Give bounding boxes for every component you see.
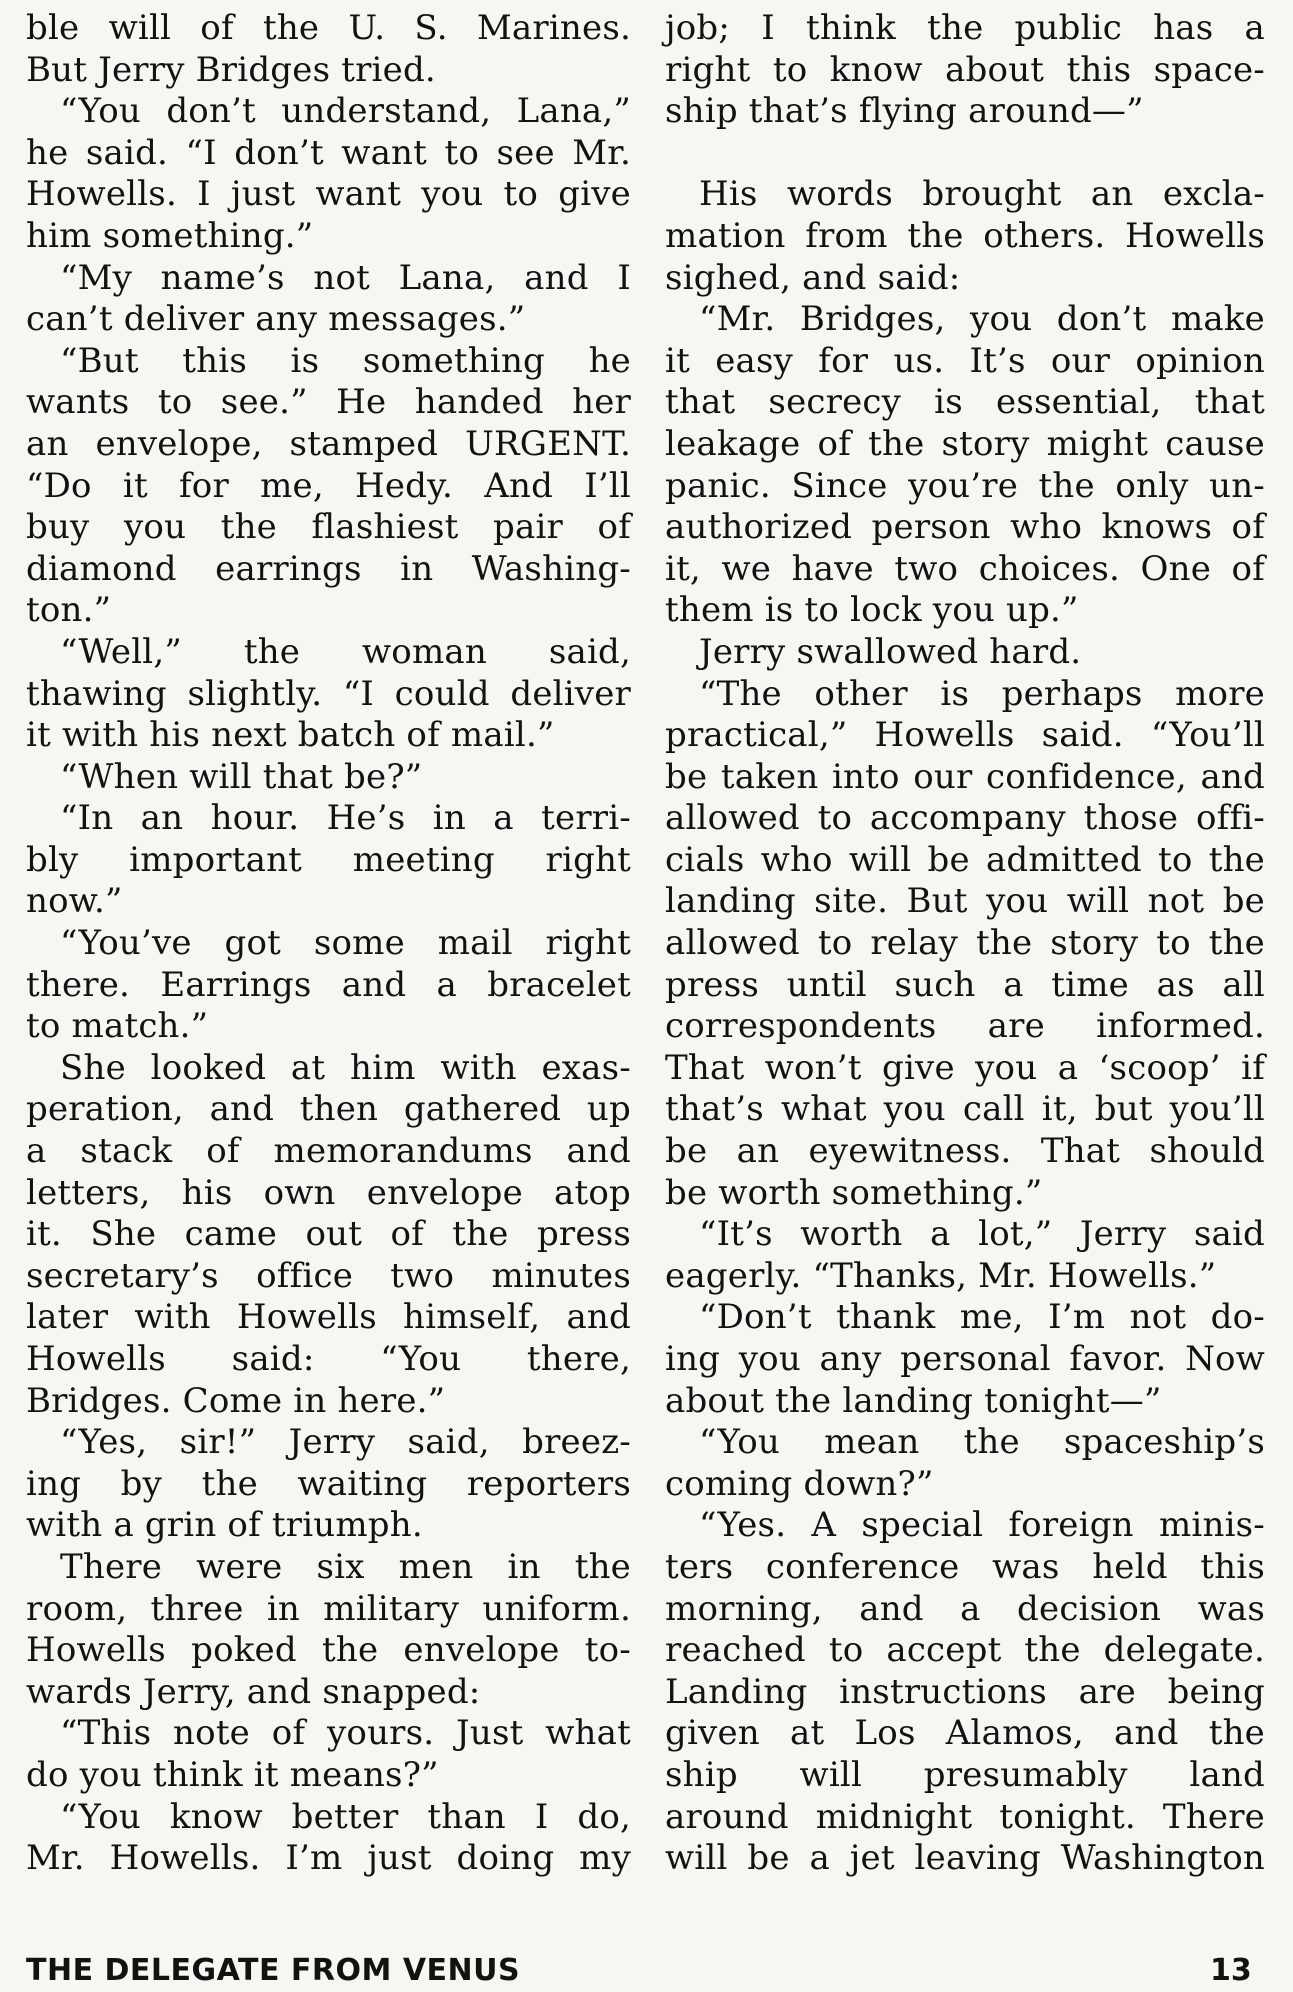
text-line: ton.” [26, 590, 112, 631]
text-line: “When will that be?” [60, 756, 423, 797]
text-line: there. Earrings and a bracelet [26, 964, 631, 1005]
text-line: “Yes. A special foreign minis- [699, 1505, 1265, 1546]
text-line: ters conference was held this [665, 1546, 1265, 1587]
text-line: “Do it for me, Hedy. And I’ll [26, 465, 631, 506]
text-line: ship that’s flying around—” [665, 91, 1144, 132]
text-line: him something.” [26, 215, 314, 256]
text-line: Jerry swallowed hard. [699, 631, 1082, 672]
text-line [665, 133, 1265, 175]
page-number: 13 [1210, 1953, 1252, 1988]
text-line: be an eyewitness. That should [665, 1131, 1265, 1172]
text-line: Howells poked the envelope to- [26, 1630, 631, 1671]
text-line: “Mr. Bridges, you don’t make [699, 299, 1265, 340]
text-line: Howells said: “You there, [26, 1339, 631, 1379]
text-line: sighed, and said: [665, 257, 961, 298]
text-line: “Don’t thank me, I’m not do- [699, 1297, 1265, 1338]
text-line: His words brought an excla- [699, 174, 1265, 215]
text-line: to match.” [26, 1006, 209, 1047]
text-line: room, three in military uniform. [26, 1588, 631, 1629]
text-line: reached to accept the delegate. [665, 1630, 1265, 1671]
left-text-column [26, 8, 631, 1880]
text-line: panic. Since you’re the only un- [665, 465, 1265, 506]
text-line: ing you any personal favor. Now [665, 1339, 1265, 1379]
text-line: peration, and then gathered up [26, 1089, 631, 1130]
text-line: ing by the waiting reporters [26, 1463, 631, 1504]
text-line: press until such a time as all [665, 964, 1265, 1005]
text-line: can’t deliver any messages.” [26, 299, 526, 340]
text-line: it with his next batch of mail.” [26, 715, 555, 756]
text-line: “The other is perhaps more [699, 673, 1265, 714]
text-line: “Yes, sir!” Jerry said, breez- [60, 1422, 631, 1463]
text-line: “You know better than I do, [60, 1796, 631, 1837]
text-line: he said. “I don’t want to see Mr. [26, 132, 631, 173]
text-line: wards Jerry, and snapped: [26, 1671, 481, 1712]
text-line: buy you the flashiest pair of [26, 507, 631, 548]
text-line: “You mean the spaceship’s [699, 1422, 1265, 1463]
text-line: There were six men in the [60, 1546, 631, 1587]
text-line: eagerly. “Thanks, Mr. Howells.” [665, 1255, 1217, 1296]
text-line: thawing slightly. “I could deliver [26, 673, 631, 714]
text-line: “This note of yours. Just what [60, 1713, 631, 1754]
text-line: authorized person who knows of [665, 507, 1265, 548]
text-line: But Jerry Bridges tried. [26, 49, 436, 90]
text-line: allowed to relay the story to the [665, 923, 1265, 964]
text-line: will be a jet leaving Washington [665, 1838, 1265, 1879]
text-line: now.” [26, 881, 123, 922]
text-line: “My name’s not Lana, and I [60, 257, 631, 298]
text-line: wants to see.” He handed her [26, 382, 631, 423]
text-line: “It’s worth a lot,” Jerry said [699, 1214, 1265, 1255]
text-line: Mr. Howells. I’m just doing my [26, 1838, 631, 1879]
right-text-column [665, 8, 1265, 1880]
text-line: right to know about this space- [665, 49, 1265, 90]
text-line: about the landing tonight—” [665, 1380, 1162, 1421]
text-line: that secrecy is essential, that [665, 382, 1265, 423]
text-line: that’s what you call it, but you’ll [665, 1089, 1265, 1130]
text-line: bly important meeting right [26, 839, 631, 880]
text-line: job; I think the public has a [665, 8, 1265, 48]
text-line: be worth something.” [665, 1172, 1043, 1213]
text-line: a stack of memorandums and [26, 1131, 631, 1172]
text-line: given at Los Alamos, and the [665, 1713, 1265, 1754]
text-line: “You’ve got some mail right [60, 923, 631, 964]
text-line: mation from the others. Howells [665, 215, 1265, 256]
text-line: do you think it means?” [26, 1754, 439, 1795]
text-line: it. She came out of the press [26, 1214, 631, 1255]
text-line: be taken into our confidence, and [665, 756, 1265, 797]
running-title: THE DELEGATE FROM VENUS [26, 1953, 521, 1988]
text-line: with a grin of triumph. [26, 1505, 423, 1546]
text-line: around midnight tonight. There [665, 1796, 1265, 1837]
text-line: cials who will be admitted to the [665, 839, 1265, 880]
text-line: landing site. But you will not be [665, 881, 1265, 922]
text-line: letters, his own envelope atop [26, 1172, 631, 1213]
text-line: later with Howells himself, and [26, 1297, 631, 1338]
text-line: ble will of the U. S. Marines. [26, 8, 631, 48]
text-line: leakage of the story might cause [665, 423, 1265, 464]
text-line: Howells. I just want you to give [26, 174, 631, 215]
text-line: Bridges. Come in here.” [26, 1380, 446, 1421]
text-line: “You don’t understand, Lana,” [60, 91, 631, 132]
text-line: practical,” Howells said. “You’ll [665, 715, 1265, 756]
text-line: it easy for us. It’s our opinion [665, 340, 1265, 381]
text-line: them is to lock you up.” [665, 590, 1079, 631]
text-line: it, we have two choices. One of [665, 548, 1265, 589]
text-line: an envelope, stamped URGENT. [26, 423, 631, 464]
text-line: “But this is something he [60, 340, 631, 381]
text-line: allowed to accompany those offi- [665, 798, 1265, 839]
text-line: morning, and a decision was [665, 1588, 1265, 1629]
text-line: coming down?” [665, 1463, 934, 1504]
text-line: correspondents are informed. [665, 1006, 1265, 1047]
text-line: Landing instructions are being [665, 1671, 1265, 1712]
text-line: diamond earrings in Washing- [26, 548, 631, 589]
text-line: secretary’s office two minutes [26, 1255, 631, 1296]
text-line: “Well,” the woman said, [60, 631, 631, 672]
text-line: She looked at him with exas- [60, 1047, 631, 1088]
text-line: That won’t give you a ‘scoop’ if [665, 1047, 1265, 1088]
text-line: “In an hour. He’s in a terri- [60, 798, 631, 839]
text-line: ship will presumably land [665, 1754, 1265, 1795]
